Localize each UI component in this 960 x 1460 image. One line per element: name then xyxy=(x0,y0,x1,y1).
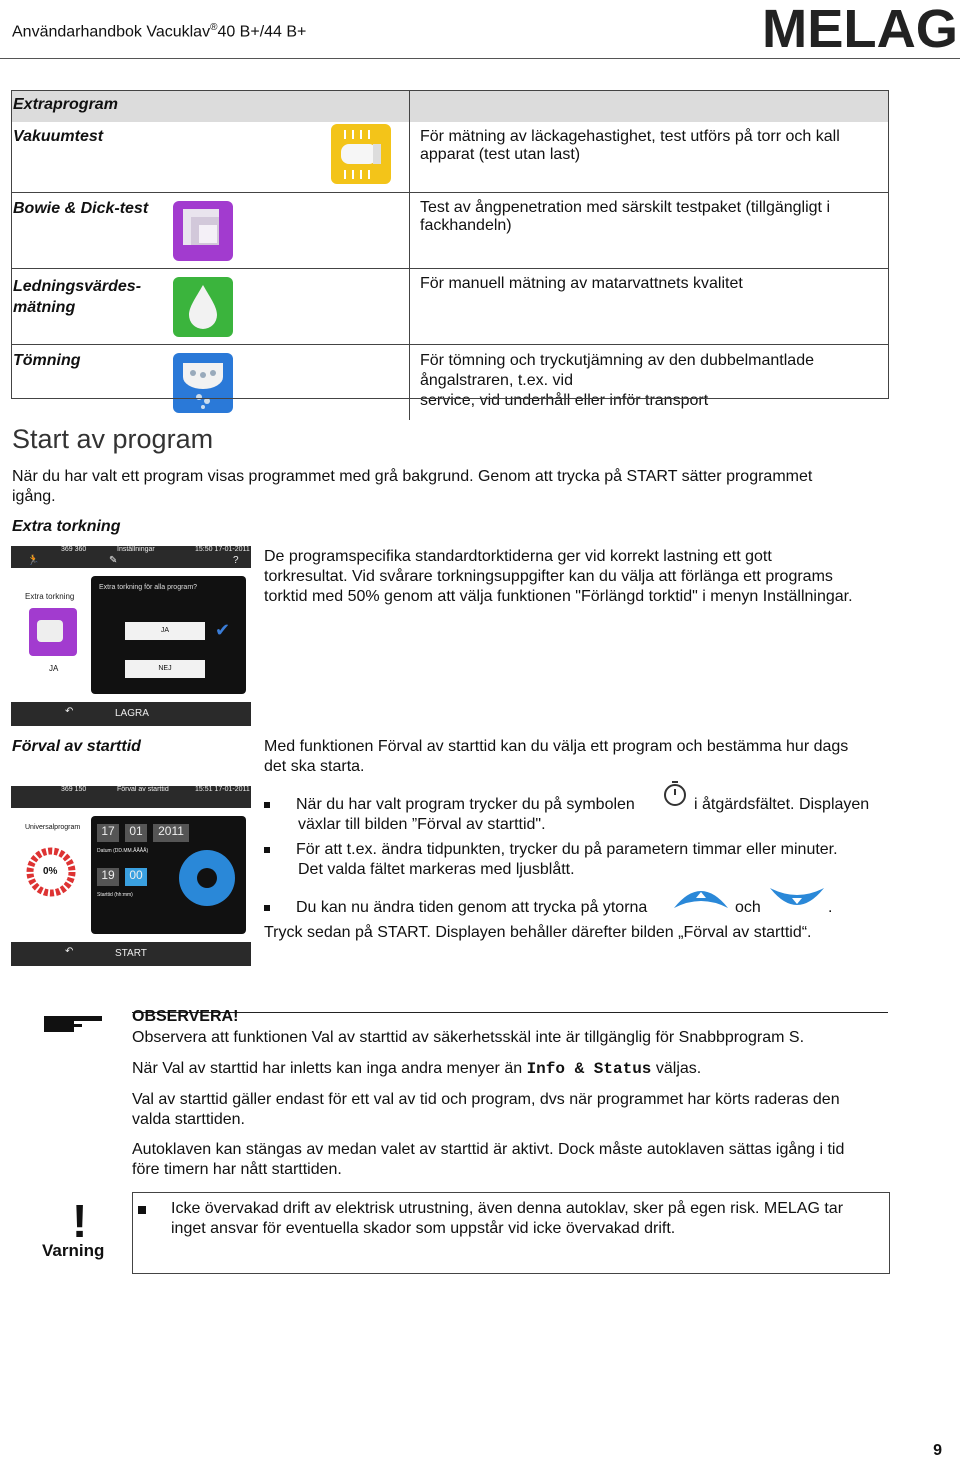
warning-label: Varning xyxy=(42,1241,105,1260)
exclamation-icon: ! xyxy=(72,1195,88,1247)
drain-icon xyxy=(171,351,235,415)
program-name: Ledningsvärdes- mätning xyxy=(11,268,171,344)
help-icon: ? xyxy=(233,555,239,566)
warning-text: Icke övervakad drift av elektrisk utrustning, även denna autoklav, sker på egen risk. MELAG tar inget ansvar för eventuella skador som uppstår vid icke övervakad drift. xyxy=(171,1200,844,1237)
extra-drying-screenshot: 369 360 Inställningar 15:50 17-01-2011 🏃 ✎ ? Extra torkning JA Extra torkning för alla program? JA ✔ NEJ ↶ LAGRA xyxy=(11,546,251,726)
program-description: Test av ångpenetration med särskilt testpaket (tillgängligt i fackhandeln) xyxy=(410,192,890,268)
yes-button[interactable]: JA xyxy=(125,622,205,640)
preset-start-end: Tryck sedan på START. Displayen behåller därefter bilden „Förval av starttid“. xyxy=(264,924,812,941)
save-button[interactable]: LAGRA xyxy=(115,708,149,719)
extra-program-table xyxy=(11,90,889,420)
dryer-icon xyxy=(29,608,77,656)
program-name: Vakuumtest xyxy=(13,128,104,145)
stopwatch-icon xyxy=(662,778,688,808)
minute-field[interactable]: 00 xyxy=(125,868,147,886)
preset-start-bullet-1: När du har valt program trycker du på symbolen xyxy=(264,795,635,815)
start-button[interactable]: START xyxy=(115,948,147,959)
warning-bullet xyxy=(138,1206,146,1214)
program-name: Tömning xyxy=(11,344,171,420)
preset-start-screenshot: 369 150 Förval av starttid 15:51 17-01-2011 Universalprogram 0% 17 01 2011 Datum (DD.MM.ÅÅÅÅ) 19 00 Starttid (hh:mm) ↶ START xyxy=(11,786,251,966)
section-heading: Start av program xyxy=(12,424,214,454)
extra-drying-text: De programspecifika standardtorktiderna ger vid korrekt lastning ett gott torkresultat. Vid svårare torkningsuppgifter kan du välja att förlänga ett programs torktid med 50% genom att välja funktionen "Förlängd torktid" i menyn Inställningar. xyxy=(264,548,853,605)
program-description: För mätning av läckagehastighet, test utförs på torr och kall apparat (test utan last) xyxy=(420,128,840,163)
preset-start-intro: Med funktionen Förval av starttid kan du välja ett program och bestämma hur dags det ska starta. xyxy=(264,738,849,775)
pointing-hand-icon xyxy=(42,1010,106,1036)
water-drop-icon xyxy=(171,275,235,339)
checkmark-icon: ✔ xyxy=(215,620,231,640)
note-title: OBSERVERA! xyxy=(132,1008,239,1025)
start-paragraph: När du har valt ett program visas programmet med grå bakgrund. Genom att trycka på START sätter programmet igång. xyxy=(12,468,813,505)
hour-field[interactable]: 19 xyxy=(97,868,119,886)
arrow-down-button-icon xyxy=(768,884,826,914)
document-title: Användarhandbok Vacuklav®40 B+/44 B+ xyxy=(12,22,307,41)
wrench-icon: ✎ xyxy=(109,555,118,566)
preset-start-bullet-3: Du kan nu ändra tiden genom att trycka på ytorna xyxy=(264,898,647,918)
program-description: För tömning och tryckutjämning av den dubbelmantlade ångalstraren, t.ex. vid service, vid underhåll eller inför transport xyxy=(410,344,890,420)
preset-start-bullet-2: För att t.ex. ändra tidpunkten, trycker du på parametern timmar eller minuter. Det valda fältet markeras med ljusblått. xyxy=(264,840,838,880)
back-icon: ↶ xyxy=(65,706,74,717)
preset-start-heading: Förval av starttid xyxy=(12,738,141,755)
arrow-up-button-icon xyxy=(672,882,730,912)
run-icon: 🏃 xyxy=(27,555,40,566)
bowie-dick-icon xyxy=(171,199,235,263)
table-section-title: Extraprogram xyxy=(11,91,171,123)
page-number: 9 xyxy=(933,1442,942,1459)
svg-text:MELAG: MELAG xyxy=(762,2,958,52)
program-description: För manuell mätning av matarvattnets kvalitet xyxy=(410,268,890,344)
program-name: Bowie & Dick-test xyxy=(11,192,171,268)
header-rule xyxy=(0,58,960,59)
melag-logo xyxy=(762,2,960,52)
vacuum-test-icon xyxy=(329,122,393,186)
back-icon: ↶ xyxy=(65,946,74,957)
extra-drying-heading: Extra torkning xyxy=(12,518,121,535)
no-button[interactable]: NEJ xyxy=(125,660,205,678)
jog-wheel[interactable] xyxy=(177,848,237,908)
